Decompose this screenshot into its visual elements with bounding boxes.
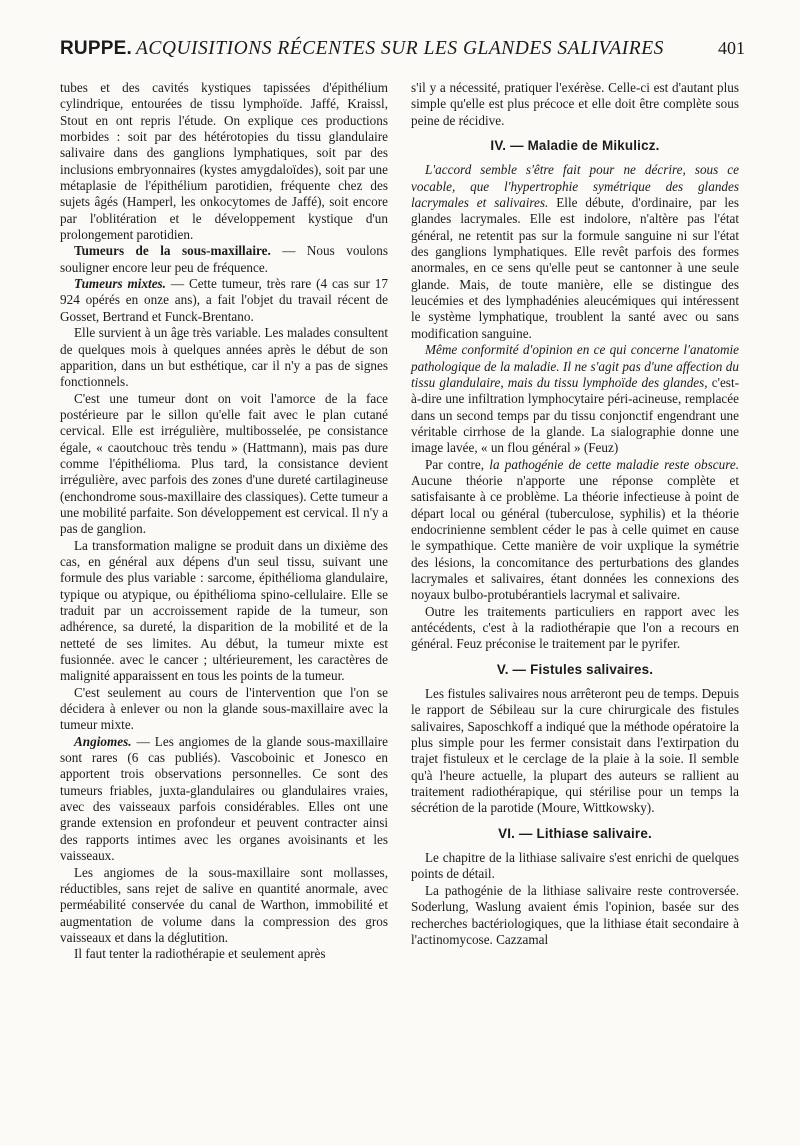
paragraph-text: c'est-à-dire une infiltration lymphocytaire péri-acineuse, remplacée dans un second temps par du tissu conjonctif engendrant une véritable cirrhose de la glande. La sialographie donne une image lavée, « un flou général » (Feuz)	[411, 374, 739, 456]
paragraph-text: Par contre,	[425, 456, 490, 472]
paragraph	[60, 276, 388, 325]
page-number: 401	[718, 38, 745, 58]
section-lead: Tumeurs de la sous-maxillaire.	[74, 243, 271, 259]
header-journal-title: ACQUISITIONS RÉCENTES SUR LES GLANDES SALIVAIRES	[135, 38, 664, 59]
section-heading: IV. — Maladie de Mikulicz.	[490, 138, 660, 154]
paragraph	[60, 734, 388, 865]
paragraph-text: — Les angiomes de la glande sous-maxillaire sont rares (6 cas publiés). Vascoboinic et Jonesco en apportent trois observations personnelles. Ce sont des tumeurs friables, juxta-glandulaires ou glandulaires vraies, avec des vaisseaux parfois considérables. Elles ont une grande extension en profondeur et peuvent contracter ainsi des rapports intimes avec les organes avoisinants et les vaisseaux.	[60, 733, 388, 864]
paragraph-text: — Cette tumeur, très rare (4 cas sur 17 924 opérés en onze ans), a fait l'objet du travail récent de Gosset, Bertrand et Funck-Brentano.	[60, 276, 388, 324]
paragraph: s'il y a nécessité, pratiquer l'exérèse. Celle-ci est d'autant plus simple qu'elle est plus précoce et elle doit être complète sous peine de récidive.	[411, 80, 739, 128]
paragraph: Elle survient à un âge très variable. Les malades consultent de quelques mois à quelques années après le début de son apparition, dans un but esthétique, car il n'y a pas de signes fonctionnels.	[60, 325, 388, 390]
paragraph	[411, 162, 739, 342]
paragraph: Il faut tenter la radiothérapie et seulement après	[74, 946, 326, 962]
paragraph: Outre les traitements particuliers en rapport avec les antécédents, c'est à la radiothérapie que l'on a recours en général. Feuz préconise le traitement par le pyrifer.	[411, 603, 739, 652]
right-column	[411, 80, 739, 948]
section-heading: V. — Fistules salivaires.	[496, 661, 654, 677]
paragraph: Les angiomes de la sous-maxillaire sont mollasses, réductibles, sans rejet de salive en quantité anormale, avec perméabilité conservée du canal de Warthon, immobilité et augmentation de volume dans la compression des gros vaisseaux et dans la déglutition.	[60, 864, 388, 945]
running-header	[60, 38, 745, 68]
paragraph: Les fistules salivaires nous arrêteront peu de temps. Depuis le rapport de Sébileau sur la cure chirurgicale des fistules salivaires, Saposchkoff a indiqué que la méthode opératoire la plus simple pour les fermer consistait dans l'extirpation du trajet fistuleux et le cerclage de la plaie à la soie. Il semble qu'à l'heure actuelle, la plupart des auteurs se rallient au traitement radiothérapique, qui stérilise pour un temps la sécrétion de la parotide (Moure, Wittkowsky).	[411, 686, 739, 816]
left-column	[60, 80, 388, 963]
italic-text: Même conformité d'opinion en ce qui concerne l'anatomie pathologique de la maladie. Il ne s'agit pas d'une affection du tissu glandulaire, mais du tissu lymphoïde des glandes,	[411, 342, 739, 390]
paragraph	[411, 457, 739, 604]
paragraph: Le chapitre de la lithiase salivaire s'est enrichi de quelques points de détail.	[411, 850, 739, 882]
paragraph: tubes et des cavités kystiques tapissées d'épithélium cylindrique, entourées de tissu lymphoïde. Jaffé, Kraissl, Stout en ont repris l'étude. On explique ces productions morbides : soit par des hétérotopies du tissu glandulaire salivaire dans des ganglions lymphatiques, soit par des inclusions embryonnaires (kystes amygdaloïdes), soit par une métaplasie de l'épithélium parotidien, fréquente chez des sujets âgés (Hamperl, les onkocytomes de Jaffé), soit encore par l'oblitération et le développement kystique d'un prolongement parotidien.	[60, 80, 388, 243]
italic-text: la pathogénie de cette maladie reste obscure.	[489, 456, 739, 472]
paragraph: C'est seulement au cours de l'intervention que l'on se décidera à enlever ou non la glande sous-maxillaire avec la tumeur mixte.	[60, 684, 388, 733]
header-author: RUPPE.	[60, 38, 132, 59]
paragraph-text: — Nous voulons souligner encore leur peu de fréquence.	[60, 243, 388, 275]
paragraph-text: Elle débute, d'ordinaire, par les glandes lacrymales. Elle est indolore, n'altère pas l'état général, ne retentit pas sur la formule sanguine ni sur l'état des ganglions lymphatiques. Elle revêt parfois des formes anormales, en ce sens qu'elle peut se cantonner à une seule glande. Mais, de toute manière, elle se distingue des leucémies et des lymphadénies aleucémiques qui intéressent le système lymphatique, troublent la santé avec ou sans modification sanguine.	[411, 195, 739, 341]
paragraph: La transformation maligne se produit dans un dixième des cas, en général aux dépens d'un seul tissu, suivant une formule des plus variable : sarcome, épithélioma glandulaire, typique ou atypique, ou épithélioma spino-cellulaire. Elle se traduit par un accroissement rapide de la tumeur, son adhérence, sa dureté, la disparition de la mobilité et de la netteté de ses limites. Au début, la tumeur mixte est fusionnée. avec le cancer ; ultérieurement, les caractères de malignité apparaissent en tous les points de la tumeur.	[60, 537, 388, 684]
paragraph: C'est une tumeur dont on voit l'amorce de la face postérieure par le sillon qu'elle fait avec le plan cutané cervical. Elle est irrégulière, multibosselée, pe consistance égale, « caoutchouc très tendu » (Hattmann), mais pas dure comme l'épithélioma. Plus tard, la consistance devient irrégulière, avec parfois des zones d'une dureté cartilagineuse (enchondrome sous-maxillaire des classiques). Cette tumeur a une mobilité parfaite. Son développement est cervical. Il n'y a pas de ganglion.	[60, 390, 388, 537]
section-lead: Angiomes.	[74, 733, 132, 749]
italic-text: L'accord semble s'être fait pour ne décrire, sous ce vocable, que l'hypertrophie symétrique des glandes lacrymales et salivaires.	[411, 162, 739, 211]
paragraph: La pathogénie de la lithiase salivaire reste controversée. Soderlung, Waslung avaient émis l'opinion, basée sur des recherches bactériologiques, que la lithiase était secondaire à l'actinomycose. Cazzamal	[411, 882, 739, 947]
section-heading: VI. — Lithiase salivaire.	[498, 825, 652, 841]
section-lead: Tumeurs mixtes.	[74, 276, 166, 292]
paragraph	[411, 342, 739, 456]
paragraph-text: Aucune théorie n'apporte une réponse complète et satisfaisante à ce problème. La théorie infectieuse à point de départ local ou général (tuberculose, syphilis) et la théorie endocrinienne semblent céder le pas à celle quimet en cause le sympathique. Cette manière de voir uxplique la symétrie des lésions, la concomitance des perturbations des glandes lacrymales et salivaires, étant données les connexions des noyaux bulbo-protubérantiels lacrymal et salivaire.	[411, 472, 739, 603]
paragraph	[60, 243, 388, 276]
